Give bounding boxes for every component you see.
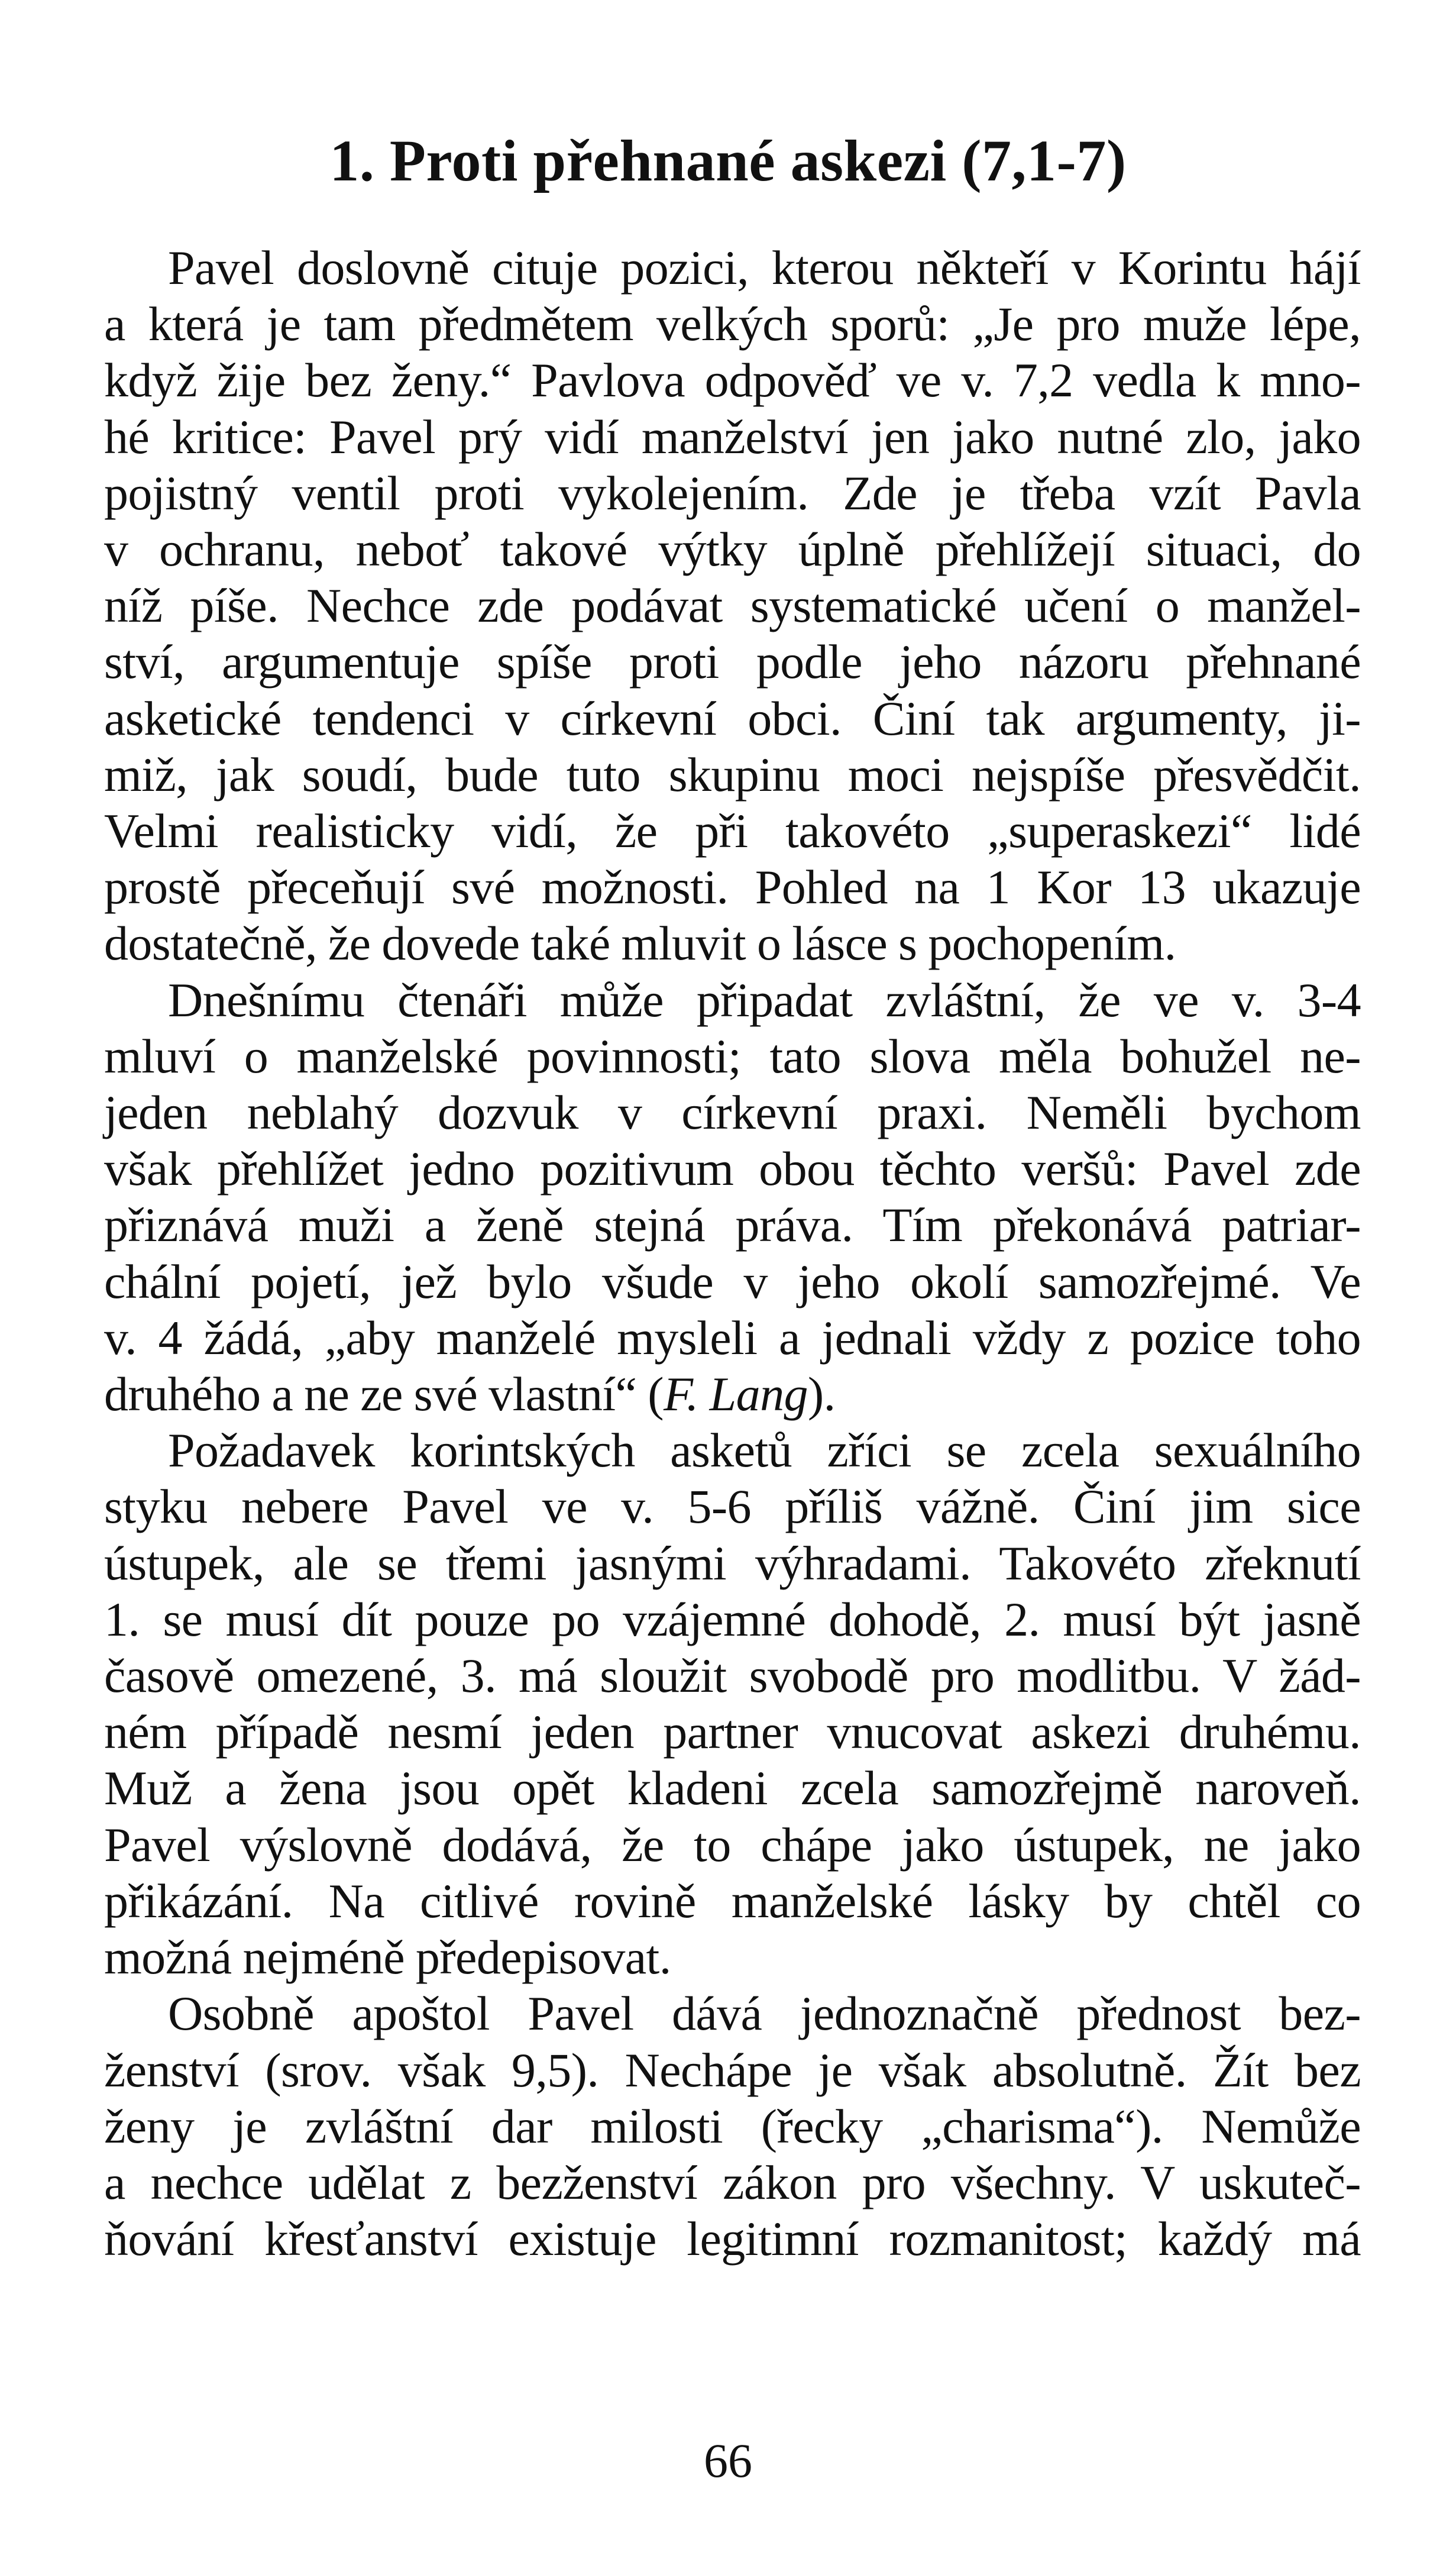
text-line: chální pojetí, jež bylo všude v jeho okolí samozřejmé. Ve: [104, 1254, 1361, 1309]
text-line: Muž a žena jsou opět kladeni zcela samozřejmě naroveň.: [104, 1761, 1361, 1815]
text-line: Požadavek korintských asketů zříci se zcela sexuálního: [168, 1423, 1361, 1478]
text-line-citation: [104, 1366, 1361, 1422]
text-line: ném případě nesmí jeden partner vnucovat askezi druhému.: [104, 1705, 1361, 1759]
text-line: v ochranu, neboť takové výtky úplně přehlížejí situaci, do: [104, 522, 1361, 577]
text-line: v. 4 žádá, „aby manželé mysleli a jednali vždy z pozice toho: [104, 1310, 1361, 1365]
text-line: asketické tendenci v církevní obci. Činí tak argumenty, ji-: [104, 691, 1361, 745]
text-line: ství, argumentuje spíše proti podle jeho názoru přehnané: [104, 635, 1361, 689]
text-line: ženství (srov. však 9,5). Nechápe je však absolutně. Žít bez: [104, 2043, 1361, 2097]
text-line: dostatečně, že dovede také mluvit o lásce s pochopením.: [104, 916, 1176, 971]
text-line: možná nejméně předepisovat.: [104, 1930, 671, 1985]
text-line: styku nebere Pavel ve v. 5-6 příliš vážně. Činí jim sice: [104, 1479, 1361, 1534]
citation-author: F. Lang: [663, 1367, 808, 1421]
section-heading: 1. Proti přehnané askezi (7,1-7): [329, 128, 1127, 193]
text-line: 1. se musí dít pouze po vzájemné dohodě, 2. musí být jasně: [104, 1592, 1361, 1646]
text-line: jeden neblahý dozvuk v církevní praxi. Neměli bychom: [104, 1085, 1361, 1140]
text-line: prostě přeceňují své možnosti. Pohled na 1 Kor 13 ukazuje: [104, 860, 1361, 915]
paragraph-1: [104, 240, 1361, 972]
text-line: níž píše. Nechce zde podávat systematické učení o manžel-: [104, 579, 1361, 633]
text-line: ústupek, ale se třemi jasnými výhradami. Takovéto zřeknutí: [104, 1536, 1361, 1590]
text-line: přiznává muži a ženě stejná práva. Tím překonává patriar-: [104, 1198, 1361, 1252]
text-line: Pavel doslovně cituje pozici, kterou někteří v Korintu hájí: [168, 241, 1361, 295]
text-line: ňování křesťanství existuje legitimní rozmanitost; každý má: [104, 2212, 1361, 2266]
text-line: Dnešnímu čtenáři může připadat zvláštní, že ve v. 3-4: [168, 973, 1361, 1027]
text-line: miž, jak soudí, bude tuto skupinu moci nejspíše přesvědčit.: [104, 747, 1361, 802]
text-line: přikázání. Na citlivé rovině manželské lásky by chtěl co: [104, 1873, 1361, 1928]
text-line: když žije bez ženy.“ Pavlova odpověď ve v. 7,2 vedla k mno-: [104, 353, 1361, 408]
text-line: pojistný ventil proti vykolejením. Zde je třeba vzít Pavla: [104, 466, 1361, 520]
text-line: Osobně apoštol Pavel dává jednoznačně přednost bez-: [168, 1986, 1361, 2041]
paragraph-4: [104, 1985, 1361, 2267]
page-number: 66: [704, 2434, 752, 2487]
text-line: však přehlížet jedno pozitivum obou těchto veršů: Pavel zde: [104, 1142, 1361, 1196]
text-line: mluví o manželské povinnosti; tato slova měla bohužel ne-: [104, 1029, 1361, 1083]
paragraph-2: [104, 972, 1361, 1423]
text-line: a nechce udělat z bezženství zákon pro všechny. V uskuteč-: [104, 2155, 1361, 2209]
text-line: Velmi realisticky vidí, že při takovéto „superaskezi“ lidé: [104, 804, 1361, 858]
citation-text: druhého a ne ze své vlastní“ (F. Lang).: [104, 1367, 836, 1421]
paragraph-3: [104, 1422, 1361, 1985]
text-line: Pavel výslovně dodává, že to chápe jako ústupek, ne jako: [104, 1817, 1361, 1872]
body-text: [104, 240, 1361, 2267]
text-line: časově omezené, 3. má sloužit svobodě pro modlitbu. V žád-: [104, 1649, 1361, 1703]
text-line: a která je tam předmětem velkých sporů: „Je pro muže lépe,: [104, 297, 1361, 351]
text-line: hé kritice: Pavel prý vidí manželství jen jako nutné zlo, jako: [104, 409, 1361, 464]
text-line: ženy je zvláštní dar milosti (řecky „charisma“). Nemůže: [104, 2099, 1361, 2153]
